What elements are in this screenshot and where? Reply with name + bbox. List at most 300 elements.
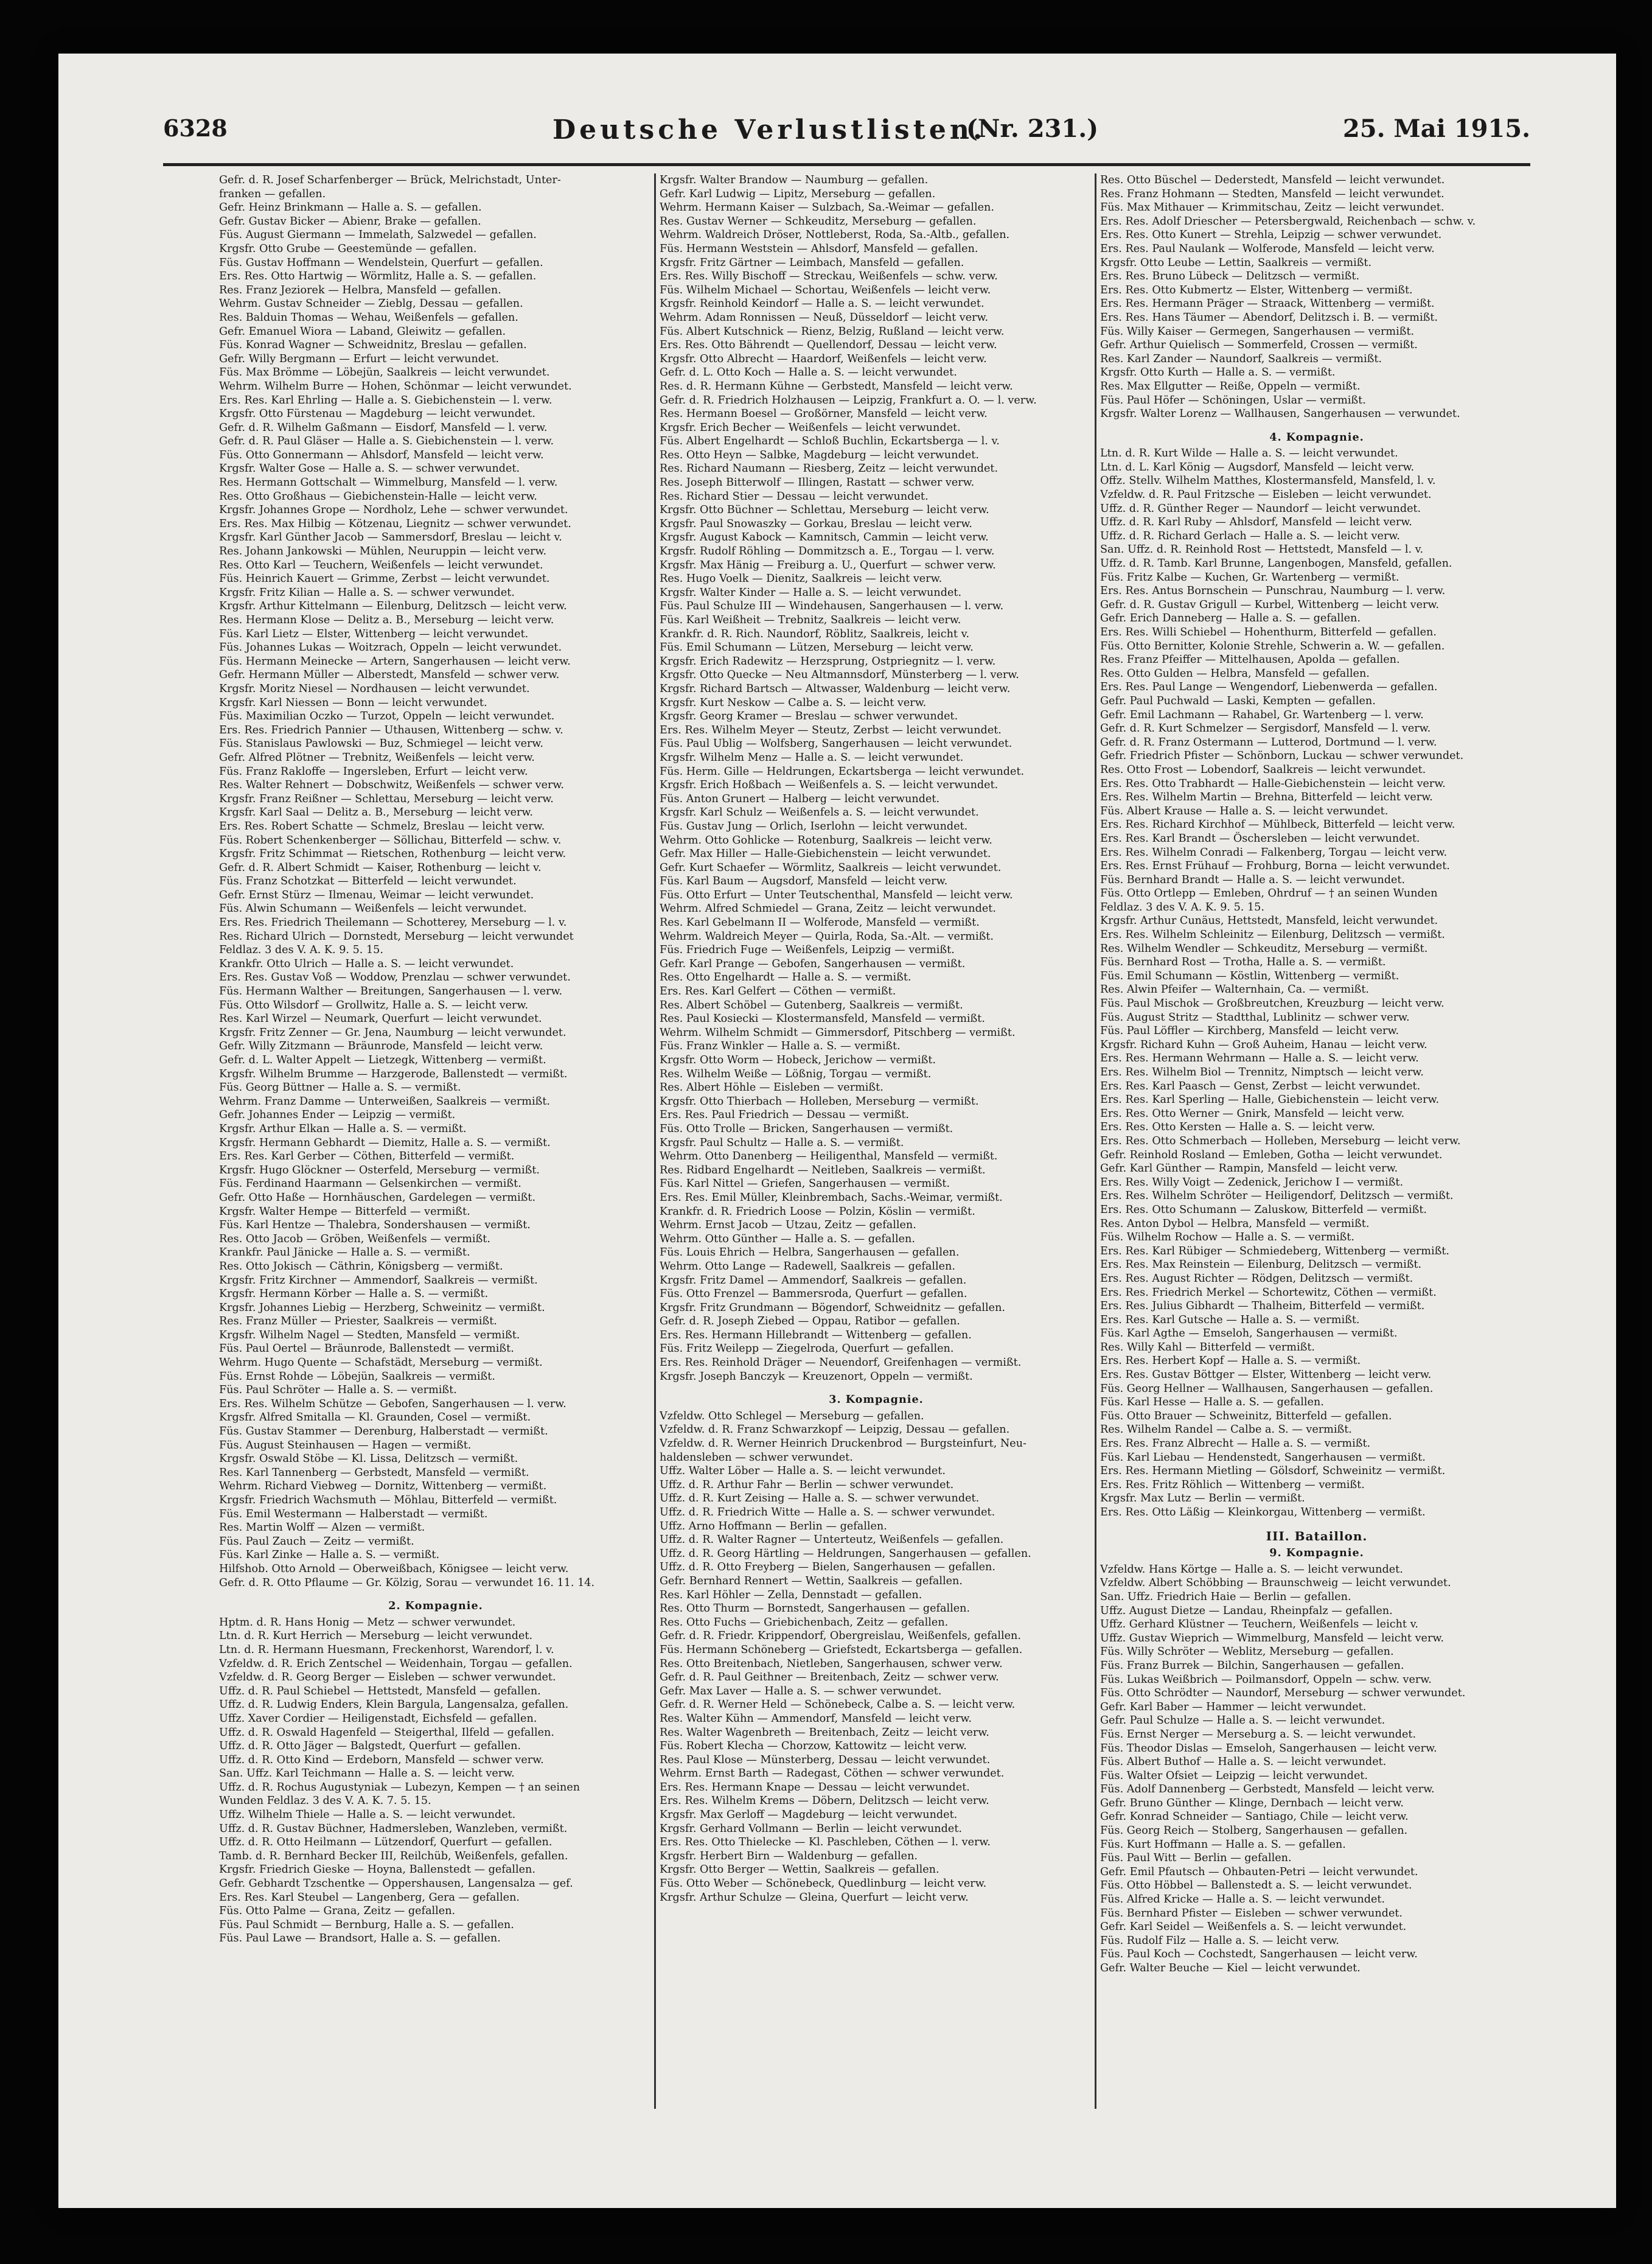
casualty-entry: Vzfeldw. d. R. Franz Schwarzkopf — Leipzig, Dessau — gefallen. (660, 1424, 1010, 1436)
casualty-entry: Krgsfr. Otto Grube — Geestemünde — gefallen. (219, 242, 477, 255)
casualty-entry: Wehrm. Gustav Schneider — Zieblg, Dessau — gefallen. (219, 298, 523, 310)
casualty-entry: Füs. Ernst Nerger — Merseburg a. S. — leicht verwundet. (1100, 1728, 1417, 1741)
casualty-entry: Ers. Res. Wilhelm Meyer — Steutz, Zerbst — leicht verwundet. (660, 724, 1002, 736)
casualty-entry: Füs. Otto Brauer — Schweinitz, Bitterfeld — gefallen. (1100, 1410, 1392, 1422)
casualty-entry: Krgsfr. Karl Günther Jacob — Sammersdorf, Breslau — leicht v. (219, 531, 562, 544)
casualty-entry: Uffz. Gustav Wieprich — Wimmelburg, Mansfeld — leicht verw. (1100, 1632, 1444, 1644)
casualty-entry: Res. Joseph Bitterwolf — Illingen, Rastatt — schwer verw. (660, 477, 975, 489)
casualty-entry: Wehrm. Ernst Jacob — Utzau, Zeitz — gefallen. (660, 1219, 916, 1232)
casualty-entry: Füs. Otto Bernitter, Kolonie Strehle, Schwerin a. W. — gefallen. (1100, 640, 1445, 652)
casualty-entry: Krgsfr. Karl Niessen — Bonn — leicht verwundet. (219, 696, 487, 709)
casualty-entry: Res. Hugo Voelk — Dienitz, Saalkreis — leicht verw. (660, 573, 943, 585)
casualty-entry: Ers. Res. Wilhelm Krems — Döbern, Delitzsch — leicht verw. (660, 1795, 989, 1808)
casualty-entry: Uffz. d. R. Otto Jäger — Balgstedt, Querfurt — gefallen. (219, 1740, 521, 1753)
casualty-entry: Krankfr. Paul Jänicke — Halle a. S. — vermißt. (219, 1246, 470, 1259)
casualty-entry: Hilfshob. Otto Arnold — Oberweißbach, Königsee — leicht verw. (219, 1562, 569, 1575)
casualty-entry: Res. Otto Frost — Lobendorf, Saalkreis — leicht verwundet. (1100, 763, 1426, 776)
casualty-entry: Wehrm. Otto Danenberg — Heiligenthal, Mansfeld — vermißt. (660, 1150, 998, 1163)
casualty-entry: Krgsfr. Arthur Kittelmann — Eilenburg, Delitzsch — leicht verw. (219, 600, 567, 613)
casualty-entry: Füs. Hermann Meinecke — Artern, Sangerhausen — leicht verw. (219, 655, 571, 668)
casualty-entry: Füs. Karl Nittel — Griefen, Sangerhausen — vermißt. (660, 1178, 950, 1190)
casualty-entry: Ers. Res. Karl Gerber — Cöthen, Bitterfeld — vermißt. (219, 1150, 515, 1163)
casualty-entry: Krgsfr. Friedrich Gieske — Hoyna, Ballenstedt — gefallen. (219, 1864, 535, 1876)
casualty-entry: Füs. Karl Baum — Augsdorf, Mansfeld — leicht verw. (660, 875, 948, 888)
casualty-entry: Krankfr. d. R. Friedrich Loose — Polzin, Köslin — vermißt. (660, 1205, 975, 1218)
casualty-entry: Offz. Stellv. Wilhelm Matthes, Klostermansfeld, Mansfeld, l. v. (1100, 475, 1436, 487)
casualty-entry: Res. Karl Gebelmann II — Wolferode, Mansfeld — vermißt. (660, 917, 980, 929)
casualty-entry: Gefr. d. R. Paul Gläser — Halle a. S. Giebichenstein — l. verw. (219, 435, 554, 448)
casualty-entry: Ers. Res. Wilhelm Martin — Brehna, Bitterfeld — leicht verw. (1100, 791, 1433, 804)
casualty-entry: Krgsfr. Reinhold Keindorf — Halle a. S. — leicht verwundet. (660, 298, 985, 310)
casualty-entry: Krgsfr. Max Lutz — Berlin — vermißt. (1100, 1492, 1305, 1505)
casualty-entry: Gefr. d. R. Joseph Ziebed — Oppau, Ratibor — gefallen. (660, 1315, 960, 1328)
casualty-entry: Hptm. d. R. Hans Honig — Metz — schwer verwundet. (219, 1616, 516, 1629)
spacer (219, 1590, 652, 1596)
casualty-entry: Krgsfr. Wilhelm Menz — Halle a. S. — leicht verwundet. (660, 751, 964, 764)
casualty-entry: Uffz. d. R. Paul Schiebel — Hettstedt, Mansfeld — gefallen. (219, 1685, 541, 1697)
casualty-entry: Ers. Res. Willy Voigt — Zedenick, Jerichow I — vermißt. (1100, 1176, 1404, 1189)
casualty-entry: Füs. Franz Rakloffe — Ingersleben, Erfurt — leicht verw. (219, 765, 528, 778)
casualty-entry: Vzfeldw. Otto Schlegel — Merseburg — gefallen. (660, 1410, 924, 1422)
casualty-entry: Füs. Paul Koch — Cochstedt, Sangerhausen — leicht verw. (1100, 1948, 1418, 1961)
casualty-entry: Gefr. Kurt Schaefer — Wörmlitz, Saalkreis — leicht verwundet. (660, 861, 1002, 874)
casualty-entry: Uffz. Gerhard Klüstner — Teuchern, Weißenfels — leicht v. (1100, 1618, 1419, 1631)
casualty-entry: Gefr. d. R. Wilhelm Gaßmann — Eisdorf, Mansfeld — l. verw. (219, 421, 548, 434)
casualty-entry: Krgsfr. Richard Kuhn — Groß Auheim, Hanau — leicht verw. (1100, 1038, 1427, 1051)
casualty-entry: Füs. Otto Frenzel — Bammersroda, Querfurt — gefallen. (660, 1288, 967, 1301)
casualty-entry: Gefr. Gustav Bicker — Abienr, Brake — gefallen. (219, 215, 481, 228)
casualty-entry: Gefr. d. L. Otto Koch — Halle a. S. — leicht verwundet. (660, 366, 957, 379)
casualty-entry: Ers. Res. Reinhold Dräger — Neuendorf, Greifenhagen — vermißt. (660, 1357, 1022, 1369)
casualty-entry: Uffz. Arno Hoffmann — Berlin — gefallen. (660, 1520, 887, 1532)
casualty-entry: Krgsfr. Joseph Banczyk — Kreuzenort, Oppeln — vermißt. (660, 1370, 973, 1383)
casualty-entry: Füs. Albert Engelhardt — Schloß Buchlin, Eckartsberga — l. v. (660, 435, 1000, 448)
casualty-entry: Füs. Hermann Schöneberg — Griefstedt, Eckartsberga — gefallen. (660, 1643, 1023, 1656)
casualty-entry: Krgsfr. Fritz Grundmann — Bögendorf, Schweidnitz — gefallen. (660, 1301, 1005, 1314)
section-heading: 3. Kompagnie. (829, 1393, 924, 1406)
casualty-entry: Res. Richard Naumann — Riesberg, Zeitz — leicht verwundet. (660, 463, 999, 475)
casualty-entry: Füs. Emil Westermann — Halberstadt — vermißt. (219, 1508, 488, 1520)
casualty-entry: Füs. Wilhelm Rochow — Halle a. S. — vermißt. (1100, 1231, 1354, 1244)
casualty-entry: Res. Anton Dybol — Helbra, Mansfeld — vermißt. (1100, 1217, 1370, 1230)
casualty-entry: Gefr. Arthur Quielisch — Sommerfeld, Crossen — vermißt. (1100, 339, 1418, 352)
casualty-entry: Res. Otto Karl — Teuchern, Weißenfels — leicht verwundet. (219, 559, 543, 571)
casualty-entry: Ers. Res. Otto Thielecke — Kl. Paschleben, Cöthen — l. verw. (660, 1836, 991, 1849)
casualty-entry: Ers. Res. Otto Läßig — Kleinkorgau, Wittenberg — vermißt. (1100, 1506, 1426, 1518)
casualty-entry: haldensleben — schwer verwundet. (660, 1451, 853, 1464)
casualty-entry: Krgsfr. Paul Snowaszky — Gorkau, Breslau — leicht verw. (660, 517, 972, 530)
casualty-entry: Res. Walter Kühn — Ammendorf, Mansfeld — leicht verw. (660, 1712, 972, 1725)
casualty-entry: Füs. Bernhard Pfister — Eisleben — schwer verwundet. (1100, 1907, 1403, 1920)
casualty-entry: Krgsfr. Fritz Kirchner — Ammendorf, Saalkreis — vermißt. (219, 1274, 538, 1287)
casualty-entry: Füs. Paul Schulze III — Windehausen, Sangerhausen — l. verw. (660, 600, 1004, 613)
casualty-entry: Wehrm. Wilhelm Burre — Hohen, Schönmar — leicht verwundet. (219, 380, 572, 393)
casualty-entry: Füs. Bernhard Rost — Trotha, Halle a. S. — vermißt. (1100, 956, 1386, 969)
casualty-entry: Krgsfr. Georg Kramer — Breslau — schwer verwundet. (660, 710, 958, 723)
casualty-entry: Füs. Franz Schotzkat — Bitterfeld — leicht verwundet. (219, 875, 517, 888)
casualty-entry: Ers. Res. Wilhelm Schleinitz — Eilenburg, Delitzsch — vermißt. (1100, 929, 1445, 942)
casualty-entry: Ers. Res. Willi Schiebel — Hohenthurm, Bitterfeld — gefallen. (1100, 626, 1437, 638)
casualty-entry: Uffz. Walter Löber — Halle a. S. — leicht verwundet. (660, 1465, 946, 1478)
casualty-entry: Krgsfr. Walter Brandow — Naumburg — gefallen. (660, 174, 929, 186)
casualty-entry: Krgsfr. Hugo Glöckner — Osterfeld, Merseburg — vermißt. (219, 1164, 540, 1176)
casualty-entry: Wehrm. Richard Viebweg — Dornitz, Wittenberg — vermißt. (219, 1480, 547, 1493)
casualty-entry: Krgsfr. Hermann Körber — Halle a. S. — vermißt. (219, 1288, 489, 1301)
casualty-entry: Ers. Res. Karl Sperling — Halle, Giebichenstein — leicht verw. (1100, 1094, 1440, 1106)
casualty-entry: Füs. August Steinhausen — Hagen — vermißt. (219, 1439, 472, 1452)
casualty-entry: Gefr. Heinz Brinkmann — Halle a. S. — gefallen. (219, 201, 482, 214)
spacer (1100, 1520, 1533, 1526)
casualty-entry: Gefr. Ernst Stürz — Ilmenau, Weimar — leicht verwundet. (219, 889, 534, 901)
casualty-entry: Gefr. d. R. Josef Scharfenberger — Brück, Melrichstadt, Unter- (219, 174, 561, 186)
casualty-entry: Uffz. d. R. Rochus Augustyniak — Lubezyn, Kempen — † an seinen (219, 1781, 580, 1794)
casualty-entry: Wehrm. Waldreich Meyer — Quirla, Roda, Sa.-Alt. — vermißt. (660, 930, 994, 943)
casualty-entry: Vzfeldw. Hans Körtge — Halle a. S. — leicht verwundet. (1100, 1563, 1403, 1576)
casualty-entry: Vzfeldw. Albert Schöbbing — Braunschweig — leicht verwundet. (1100, 1577, 1451, 1590)
casualty-entry: Ers. Res. Otto Kunert — Strehla, Leipzig — schwer verwundet. (1100, 229, 1442, 242)
casualty-entry: Gefr. Bernhard Rennert — Wettin, Saalkreis — gefallen. (660, 1574, 963, 1587)
casualty-entry: Füs. Fritz Weilepp — Ziegelroda, Querfurt — gefallen. (660, 1343, 954, 1355)
casualty-entry: Füs. Gustav Hoffmann — Wendelstein, Querfurt — gefallen. (219, 256, 543, 269)
casualty-entry: Füs. Paul Witt — Berlin — gefallen. (1100, 1852, 1292, 1865)
casualty-entry: Krgsfr. Walter Lorenz — Wallhausen, Sangerhausen — verwundet. (1100, 408, 1460, 421)
casualty-entry: Gefr. Friedrich Pfister — Schönborn, Luckau — schwer verwundet. (1100, 750, 1464, 763)
casualty-entry: Res. Johann Jankowski — Mühlen, Neuruppin — leicht verw. (219, 545, 547, 558)
casualty-entry: Gefr. Johannes Ender — Leipzig — vermißt. (219, 1109, 456, 1122)
casualty-entry: Uffz. d. R. Otto Heilmann — Lützendorf, Querfurt — gefallen. (219, 1836, 552, 1849)
casualty-entry: Füs. Paul Lawe — Brandsort, Halle a. S. — gefallen. (219, 1932, 501, 1945)
casualty-entry: Krgsfr. Arthur Cunäus, Hettstedt, Mansfeld, leicht verwundet. (1100, 915, 1438, 928)
casualty-entry: Res. Otto Engelhardt — Halle a. S. — vermißt. (660, 971, 911, 984)
casualty-entry: Gefr. Gebhardt Tzschentke — Oppershausen, Langensalza — gef. (219, 1878, 573, 1890)
spacer (660, 1383, 1093, 1389)
casualty-entry: Res. Willy Kahl — Bitterfeld — vermißt. (1100, 1341, 1316, 1354)
casualty-entry: Res. Walter Rehnert — Dobschwitz, Weißenfels — schwer verw. (219, 779, 564, 792)
casualty-entry: Res. Franz Müller — Priester, Saalkreis — vermißt. (219, 1315, 497, 1328)
casualty-entry: Gefr. Willy Bergmann — Erfurt — leicht verwundet. (219, 352, 500, 365)
casualty-entry: Krgsfr. Karl Schulz — Weißenfels a. S. — leicht verwundet. (660, 806, 979, 819)
casualty-entry: Gefr. d. R. Gustav Grigull — Kurbel, Wittenberg — leicht verw. (1100, 598, 1439, 611)
casualty-entry: Füs. Georg Büttner — Halle a. S. — vermißt. (219, 1081, 461, 1094)
casualty-entry: Krgsfr. Johannes Grope — Nordholz, Lehe — schwer verwundet. (219, 504, 568, 517)
casualty-entry: Res. Otto Heyn — Salbke, Magdeburg — leicht verwundet. (660, 449, 979, 461)
casualty-entry: Ltn. d. R. Hermann Huesmann, Freckenhorst, Warendorf, l. v. (219, 1643, 554, 1656)
casualty-entry: Res. Walter Wagenbreth — Breitenbach, Zeitz — leicht verw. (660, 1726, 989, 1739)
casualty-entry: Krgsfr. Walter Hempe — Bitterfeld — vermißt. (219, 1205, 470, 1218)
casualty-entry: Füs. Hermann Walther — Breitungen, Sangerhausen — l. verw. (219, 985, 563, 998)
casualty-entry: Füs. Karl Hesse — Halle a. S. — gefallen. (1100, 1396, 1324, 1409)
casualty-entry: Ers. Res. Wilhelm Biol — Trennitz, Nimptsch — leicht verw. (1100, 1066, 1424, 1078)
casualty-entry: Füs. Robert Klecha — Chorzow, Kattowitz — leicht verw. (660, 1740, 967, 1753)
casualty-entry: Krgsfr. Friedrich Wachsmuth — Möhlau, Bitterfeld — vermißt. (219, 1494, 557, 1506)
casualty-entry: Ers. Res. Julius Gibhardt — Thalheim, Bitterfeld — vermißt. (1100, 1300, 1425, 1313)
casualty-entry: Gefr. Emil Pfautsch — Ohbauten-Petri — leicht verwundet. (1100, 1865, 1418, 1878)
casualty-entry: Füs. Otto Erfurt — Unter Teutschenthal, Mansfeld — leicht verw. (660, 889, 1013, 901)
casualty-entry: Gefr. d. L. Walter Appelt — Lietzegk, Wittenberg — vermißt. (219, 1054, 546, 1066)
casualty-entry: Gefr. Karl Seidel — Weißenfels a. S. — leicht verwundet. (1100, 1921, 1407, 1934)
casualty-entry: Uffz. d. R. Gustav Büchner, Hadmersleben, Wanzleben, vermißt. (219, 1822, 568, 1835)
casualty-entry: Res. Franz Jeziorek — Helbra, Mansfeld — gefallen. (219, 284, 501, 296)
casualty-entry: Krgsfr. August Kabock — Kamnitsch, Cammin — leicht verw. (660, 531, 989, 544)
casualty-entry: Ers. Res. Otto Bährendt — Quellendorf, Dessau — leicht verw. (660, 339, 997, 352)
casualty-entry: Krgsfr. Richard Bartsch — Altwasser, Waldenburg — leicht verw. (660, 682, 1011, 695)
casualty-entry: Füs. Friedrich Fuge — Weißenfels, Leipzig — vermißt. (660, 944, 955, 957)
casualty-entry: Wehrm. Ernst Barth — Radegast, Cöthen — schwer verwundet. (660, 1767, 1005, 1780)
casualty-entry: Krgsfr. Otto Fürstenau — Magdeburg — leicht verwundet. (219, 408, 535, 421)
casualty-entry: Füs. Stanislaus Pawlowski — Buz, Schmiegel — leicht verw. (219, 738, 543, 750)
casualty-entry: Ltn. d. R. Kurt Wilde — Halle a. S. — leicht verwundet. (1100, 447, 1398, 460)
casualty-entry: Res. Karl Zander — Naundorf, Saalkreis — vermißt. (1100, 352, 1382, 365)
casualty-entry: Wehrm. Waldreich Dröser, Nottleberst, Roda, Sa.-Altb., gefallen. (660, 229, 1010, 242)
casualty-entry: Uffz. d. R. Tamb. Karl Brunne, Langenbogen, Mansfeld, gefallen. (1100, 557, 1452, 570)
casualty-entry: Ers. Res. Karl Paasch — Genst, Zerbst — leicht verwundet. (1100, 1080, 1421, 1092)
casualty-entry: Res. Wilhelm Weiße — Lößnig, Torgau — vermißt. (660, 1067, 932, 1080)
casualty-entry: Füs. Paul Schmidt — Bernburg, Halle a. S. — gefallen. (219, 1918, 514, 1931)
casualty-entry: Ers. Res. Robert Schatte — Schmelz, Breslau — leicht verw. (219, 820, 545, 833)
casualty-entry: Res. Karl Tannenberg — Gerbstedt, Mansfeld — vermißt. (219, 1466, 529, 1479)
casualty-entry: Ers. Res. Fritz Röhlich — Wittenberg — vermißt. (1100, 1478, 1365, 1491)
casualty-entry: Füs. Paul Mischok — Großbreutchen, Kreuzburg — leicht verw. (1100, 997, 1445, 1010)
casualty-entry: San. Uffz. d. R. Reinhold Rost — Hettstedt, Mansfeld — l. v. (1100, 543, 1424, 556)
casualty-entry: Res. Alwin Pfeifer — Walternhain, Ca. — vermißt. (1100, 984, 1369, 996)
section-heading: III. Bataillon. (1266, 1528, 1368, 1543)
casualty-entry: Füs. Georg Reich — Stolberg, Sangerhausen — gefallen. (1100, 1825, 1408, 1837)
casualty-entry: Gefr. d. R. Kurt Schmelzer — Sergisdorf, Mansfeld — l. verw. (1100, 722, 1431, 735)
casualty-entry: Krgsfr. Otto Berger — Wettin, Saalkreis — gefallen. (660, 1864, 939, 1876)
casualty-entry: Ers. Res. Friedrich Theilemann — Schotterey, Merseburg — l. v. (219, 917, 567, 929)
casualty-entry: Ers. Res. Hans Täumer — Abendorf, Delitzsch i. B. — vermißt. (1100, 311, 1438, 324)
casualty-entry: Krgsfr. Otto Quecke — Neu Altmannsdorf, Münsterberg — l. verw. (660, 669, 1019, 682)
casualty-entry: Füs. Kurt Hoffmann — Halle a. S. — gefallen. (1100, 1838, 1346, 1851)
casualty-entry: franken — gefallen. (219, 187, 326, 200)
casualty-entry: Füs. Karl Liebau — Hendenstedt, Sangerhausen — vermißt. (1100, 1451, 1426, 1464)
casualty-entry: Res. Karl Wirzel — Neumark, Querfurt — leicht verwundet. (219, 1013, 542, 1025)
casualty-entry: Vzfeldw. d. R. Erich Zentschel — Weidenhain, Torgau — gefallen. (219, 1657, 573, 1670)
casualty-entry: Füs. Paul Zauch — Zeitz — vermißt. (219, 1535, 414, 1548)
casualty-entry: Res. Richard Stier — Dessau — leicht verwundet. (660, 490, 929, 503)
casualty-entry: Krgsfr. Otto Albrecht — Haardorf, Weißenfels — leicht verw. (660, 352, 987, 365)
page-header (163, 114, 1530, 159)
casualty-entry: Ers. Res. Otto Kersten — Halle a. S. — leicht verw. (1100, 1121, 1375, 1134)
casualty-entry: Krgsfr. Fritz Gärtner — Leimbach, Mansfeld — gefallen. (660, 256, 964, 269)
casualty-entry: Wehrm. Hugo Quente — Schafstädt, Merseburg — vermißt. (219, 1357, 543, 1369)
casualty-entry: Res. Otto Jokisch — Cäthrin, Königsberg — vermißt. (219, 1260, 503, 1273)
casualty-entry: Gefr. Reinhold Rosland — Emleben, Gotha — leicht verwundet. (1100, 1148, 1443, 1161)
casualty-entry: Ers. Res. Hermann Knape — Dessau — leicht verwundet. (660, 1781, 970, 1794)
casualty-entry: Ers. Res. Paul Lange — Wengendorf, Liebenwerda — gefallen. (1100, 681, 1438, 694)
casualty-entry: Füs. Bernhard Brandt — Halle a. S. — leicht verwundet. (1100, 873, 1406, 886)
casualty-entry: Krgsfr. Otto Worm — Hobeck, Jerichow — vermißt. (660, 1054, 936, 1066)
casualty-entry: Füs. Johannes Lukas — Woitzrach, Oppeln — leicht verwundet. (219, 641, 562, 654)
casualty-entry: Gefr. d. R. Friedr. Krippendorf, Obergreislau, Weißenfels, gefallen. (660, 1630, 1021, 1643)
casualty-entry: Ers. Res. Gustav Böttger — Elster, Wittenberg — leicht verw. (1100, 1369, 1432, 1382)
casualty-entry: Gefr. d. R. Friedrich Holzhausen — Leipzig, Frankfurt a. O. — l. verw. (660, 394, 1037, 407)
text-column-1 (219, 173, 652, 2109)
casualty-entry: Füs. Ernst Rohde — Löbejün, Saalkreis — vermißt. (219, 1370, 495, 1383)
casualty-entry: Füs. Maximilian Oczko — Turzot, Oppeln — leicht verwundet. (219, 710, 555, 723)
casualty-entry: Res. Albert Schöbel — Gutenberg, Saalkreis — vermißt. (660, 999, 963, 1011)
casualty-entry: Res. Franz Hohmann — Stedten, Mansfeld — leicht verwundet. (1100, 187, 1445, 200)
casualty-entry: Ers. Res. Wilhelm Schröter — Heiligendorf, Delitzsch — vermißt. (1100, 1190, 1454, 1203)
casualty-entry: Krankfr. d. R. Rich. Naundorf, Röblitz, Saalkreis, leicht v. (660, 627, 970, 640)
casualty-entry: Res. d. R. Hermann Kühne — Gerbstedt, Mansfeld — leicht verw. (660, 380, 1013, 393)
casualty-entry: Krgsfr. Arthur Elkan — Halle a. S. — vermißt. (219, 1122, 467, 1135)
casualty-entry: Krgsfr. Otto Thierbach — Holleben, Merseburg — vermißt. (660, 1095, 979, 1108)
casualty-entry: Krgsfr. Otto Leube — Lettin, Saalkreis — vermißt. (1100, 256, 1372, 269)
casualty-entry: Füs. Robert Schenkenberger — Söllichau, Bitterfeld — schw. v. (219, 834, 562, 847)
casualty-entry: Ers. Res. Max Hilbig — Kötzenau, Liegnitz — schwer verwundet. (219, 517, 571, 530)
casualty-entry: Krgsfr. Fritz Damel — Ammendorf, Saalkreis — gefallen. (660, 1274, 967, 1287)
casualty-entry: Ers. Res. Karl Rübiger — Schmiedeberg, Wittenberg — vermißt. (1100, 1245, 1449, 1257)
casualty-entry: Gefr. Max Hiller — Halle-Giebichenstein — leicht verwundet. (660, 848, 991, 861)
casualty-entry: Füs. Karl Hentze — Thalebra, Sondershausen — vermißt. (219, 1219, 531, 1232)
casualty-entry: Füs. Albert Krause — Halle a. S. — leicht verwundet. (1100, 805, 1389, 817)
casualty-entry: Krgsfr. Fritz Kilian — Halle a. S. — schwer verwundet. (219, 586, 515, 599)
casualty-entry: Füs. Max Mithauer — Krimmitschau, Zeitz — leicht verwundet. (1100, 201, 1445, 214)
casualty-entry: Füs. Franz Burrek — Bilchin, Sangerhausen — gefallen. (1100, 1659, 1404, 1672)
casualty-entry: Ers. Res. Franz Albrecht — Halle a. S. — vermißt. (1100, 1438, 1371, 1450)
casualty-entry: Res. Otto Büschel — Dederstedt, Mansfeld — leicht verwundet. (1100, 174, 1445, 186)
casualty-entry: Gefr. d. R. Franz Ostermann — Lutterod, Dortmund — l. verw. (1100, 736, 1437, 749)
casualty-entry: Gefr. Karl Baber — Hammer — leicht verwundet. (1100, 1700, 1367, 1713)
casualty-entry: Füs. Walter Ofsiet — Leipzig — leicht verwundet. (1100, 1769, 1368, 1782)
casualty-entry: Füs. Georg Hellner — Wallhausen, Sangerhausen — gefallen. (1100, 1382, 1434, 1395)
casualty-entry: Wehrm. Adam Ronnissen — Neuß, Düsseldorf — leicht verw. (660, 311, 989, 324)
casualty-entry: Gefr. Otto Haße — Hornhäuschen, Gardelegen — vermißt. (219, 1191, 536, 1204)
casualty-entry: Uffz. d. R. Friedrich Witte — Halle a. S. — schwer verwundet. (660, 1506, 995, 1518)
casualty-entry: Ers. Res. Ernst Frühauf — Frohburg, Borna — leicht verwundet. (1100, 860, 1450, 873)
casualty-entry: Füs. Emil Schumann — Lützen, Merseburg — leicht verw. (660, 641, 974, 654)
casualty-entry: Uffz. Wilhelm Thiele — Halle a. S. — leicht verwundet. (219, 1809, 516, 1822)
casualty-entry: Wehrm. Otto Günther — Halle a. S. — gefallen. (660, 1232, 915, 1245)
casualty-entry: Krankfr. Otto Ulrich — Halle a. S. — leicht verwundet. (219, 957, 514, 970)
casualty-entry: Res. Otto Gulden — Helbra, Mansfeld — gefallen. (1100, 667, 1370, 680)
casualty-entry: Res. Balduin Thomas — Wehau, Weißenfels — gefallen. (219, 311, 518, 324)
casualty-entry: Gefr. d. R. Albert Schmidt — Kaiser, Rothenburg — leicht v. (219, 861, 542, 874)
casualty-entry: Füs. Emil Schumann — Köstlin, Wittenberg — vermißt. (1100, 970, 1399, 982)
casualty-entry: Ers. Res. Emil Müller, Kleinbrembach, Sachs.-Weimar, vermißt. (660, 1191, 1003, 1204)
casualty-entry: Füs. Gustav Stammer — Derenburg, Halberstadt — vermißt. (219, 1425, 548, 1438)
casualty-entry: Füs. Albert Buthof — Halle a. S. — leicht verwundet. (1100, 1756, 1387, 1769)
casualty-entry: Feldlaz. 3 des V. A. K. 9. 5. 15. (219, 944, 383, 957)
casualty-entry: Füs. Karl Agthe — Emseloh, Sangerhausen — vermißt. (1100, 1327, 1398, 1340)
casualty-entry: Ers. Res. Karl Brandt — Öschersleben — leicht verwundet. (1100, 832, 1420, 845)
casualty-entry: Gefr. Konrad Schneider — Santiago, Chile — leicht verw. (1100, 1811, 1409, 1823)
casualty-entry: San. Uffz. Friedrich Haie — Berlin — gefallen. (1100, 1590, 1351, 1603)
casualty-entry: Füs. Otto Palme — Grana, Zeitz — gefallen. (219, 1905, 456, 1918)
casualty-entry: Ers. Res. Wilhelm Schütze — Gebofen, Sangerhausen — l. verw. (219, 1397, 566, 1410)
casualty-entry: Krgsfr. Fritz Schimmat — Rietschen, Rothenburg — leicht verw. (219, 848, 566, 861)
casualty-entry: Füs. Otto Gonnermann — Ahlsdorf, Mansfeld — leicht verw. (219, 449, 544, 461)
casualty-entry: Krgsfr. Fritz Zenner — Gr. Jena, Naumburg — leicht verwundet. (219, 1026, 566, 1039)
casualty-entry: Krgsfr. Wilhelm Nagel — Stedten, Mansfeld — vermißt. (219, 1329, 520, 1341)
casualty-entry: Wunden Feldlaz. 3 des V. A. K. 7. 5. 15. (219, 1795, 431, 1808)
casualty-entry: Krgsfr. Walter Gose — Halle a. S. — schwer verwundet. (219, 463, 520, 475)
casualty-entry: Ers. Res. Karl Steubel — Langenberg, Gera — gefallen. (219, 1891, 520, 1904)
casualty-entry: Ers. Res. Friedrich Pannier — Uthausen, Wittenberg — schw. v. (219, 724, 563, 736)
casualty-entry: Ers. Res. Karl Gelfert — Cöthen — vermißt. (660, 985, 896, 998)
casualty-entry: Gefr. d. R. Otto Pflaume — Gr. Kölzig, Sorau — verwundet 16. 11. 14. (219, 1576, 595, 1589)
casualty-entry: Krgsfr. Otto Büchner — Schlettau, Merseburg — leicht verw. (660, 504, 989, 517)
casualty-entry: Res. Ridbard Engelhardt — Neitleben, Saalkreis — vermißt. (660, 1164, 986, 1176)
casualty-entry: Ers. Res. Hermann Präger — Straack, Wittenberg — vermißt. (1100, 298, 1435, 310)
casualty-entry: Ers. Res. Bruno Lübeck — Delitzsch — vermißt. (1100, 270, 1360, 283)
casualty-entry: Krgsfr. Max Gerloff — Magdeburg — leicht verwundet. (660, 1809, 958, 1822)
casualty-entry: Res. Hermann Gottschalt — Wimmelburg, Mansfeld — l. verw. (219, 477, 558, 489)
casualty-entry: Res. Wilhelm Wendler — Schkeuditz, Merseburg — vermißt. (1100, 942, 1428, 955)
spacer (1100, 421, 1533, 427)
casualty-entry: Gefr. Walter Beuche — Kiel — leicht verwundet. (1100, 1962, 1361, 1974)
publication-title: Deutsche Verlustlisten. (552, 114, 986, 145)
casualty-entry: Ltn. d. L. Karl König — Augsdorf, Mansfeld — leicht verw. (1100, 461, 1415, 473)
casualty-entry: Res. Hermann Klose — Delitz a. B., Merseburg — leicht verw. (219, 614, 554, 626)
casualty-entry: Ers. Res. Adolf Driescher — Petersbergwald, Reichenbach — schw. v. (1100, 215, 1476, 228)
casualty-entry: Krgsfr. Erich Hoßbach — Weißenfels a. S. — leicht verwundet. (660, 779, 999, 792)
casualty-entry: Ers. Res. Otto Schmerbach — Holleben, Merseburg — leicht verw. (1100, 1134, 1461, 1147)
casualty-entry: Gefr. d. R. Werner Held — Schönebeck, Calbe a. S. — leicht verw. (660, 1699, 1016, 1711)
casualty-entry: Füs. Hermann Weststein — Ahlsdorf, Mansfeld — gefallen. (660, 242, 978, 255)
casualty-entry: Res. Otto Fuchs — Griebichenbach, Zeitz — gefallen. (660, 1616, 949, 1629)
casualty-entry: Krgsfr. Rudolf Röhling — Dommitzsch a. E., Torgau — l. verw. (660, 545, 995, 558)
casualty-entry: Uffz. d. R. Günther Reger — Naundorf — leicht verwundet. (1100, 502, 1421, 515)
casualty-entry: Gefr. d. R. Paul Geithner — Breitenbach, Zeitz — schwer verw. (660, 1671, 999, 1684)
casualty-entry: Füs. Herm. Gille — Heldrungen, Eckartsberga — leicht verwundet. (660, 765, 1025, 778)
casualty-entry: Ers. Res. Friedrich Merkel — Schortewitz, Cöthen — vermißt. (1100, 1286, 1437, 1299)
casualty-entry: Füs. Heinrich Kauert — Grimme, Zerbst — leicht verwundet. (219, 573, 550, 585)
casualty-entry: Füs. Paul Höfer — Schöningen, Uslar — vermißt. (1100, 394, 1366, 407)
casualty-entry: Gefr. Paul Schulze — Halle a. S. — leicht verwundet. (1100, 1714, 1385, 1727)
casualty-entry: Uffz. d. R. Georg Härtling — Heldrungen, Sangerhausen — gefallen. (660, 1547, 1031, 1560)
casualty-entry: Ers. Res. Otto Trabhardt — Halle-Giebichenstein — leicht verw. (1100, 777, 1446, 790)
casualty-entry: Res. Albert Höhle — Eisleben — vermißt. (660, 1081, 884, 1094)
casualty-entry: Res. Richard Ulrich — Dornstedt, Merseburg — leicht verwundet (219, 930, 574, 943)
casualty-entry: Ers. Res. Hermann Wehrmann — Halle a. S. — leicht verw. (1100, 1052, 1419, 1065)
casualty-entry: Res. Otto Thurm — Bornstedt, Sangerhausen — gefallen. (660, 1602, 971, 1615)
casualty-entry: Krgsfr. Walter Kinder — Halle a. S. — leicht verwundet. (660, 586, 962, 599)
issue-number: (Nr. 231.) (966, 114, 1099, 143)
casualty-entry: Gefr. Alfred Plötner — Trebnitz, Weißenfels — leicht verw. (219, 751, 535, 764)
casualty-entry: Gefr. Hermann Müller — Alberstedt, Mansfeld — schwer verw. (219, 669, 560, 682)
casualty-entry: Ltn. d. R. Kurt Herrich — Merseburg — leicht verwundet. (219, 1630, 533, 1643)
casualty-entry: Vzfeldw. d. R. Werner Heinrich Druckenbrod — Burgsteinfurt, Neu- (660, 1438, 1026, 1450)
casualty-entry: Gefr. Paul Puchwald — Laski, Kempten — gefallen. (1100, 694, 1376, 707)
casualty-entry: Krgsfr. Gerhard Vollmann — Berlin — leicht verwundet. (660, 1822, 962, 1835)
casualty-entry: Wehrm. Otto Lange — Radewell, Saalkreis — gefallen. (660, 1260, 955, 1273)
casualty-entry: Füs. Paul Löffler — Kirchberg, Mansfeld — leicht verw. (1100, 1025, 1399, 1038)
casualty-entry: Ers. Res. Herbert Kopf — Halle a. S. — vermißt. (1100, 1355, 1361, 1368)
casualty-entry: Füs. Otto Trolle — Bricken, Sangerhausen — vermißt. (660, 1122, 953, 1135)
casualty-entry: Füs. Willy Kaiser — Germegen, Sangerhausen — vermißt. (1100, 325, 1415, 338)
casualty-entry: Res. Hermann Boesel — Großörner, Mansfeld — leicht verw. (660, 408, 988, 421)
casualty-entry: Füs. Max Brömme — Löbejün, Saalkreis — leicht verwundet. (219, 366, 550, 379)
casualty-entry: Krgsfr. Otto Kurth — Halle a. S. — vermißt. (1100, 366, 1336, 379)
casualty-entry: Füs. Paul Schröter — Halle a. S. — vermißt. (219, 1384, 457, 1397)
casualty-entry: Uffz. d. R. Ludwig Enders, Klein Bargula, Langensalza, gefallen. (219, 1699, 569, 1711)
casualty-entry: Füs. Franz Winkler — Halle a. S. — vermißt. (660, 1040, 901, 1053)
casualty-entry: Ers. Res. Karl Gutsche — Halle a. S. — vermißt. (1100, 1313, 1360, 1326)
casualty-entry: Füs. Louis Ehrich — Helbra, Sangerhausen — gefallen. (660, 1246, 960, 1259)
casualty-entry: Ers. Res. Otto Werner — Gnirk, Mansfeld — leicht verw. (1100, 1107, 1405, 1120)
casualty-entry: Res. Wilhelm Randel — Calbe a. S. — vermißt. (1100, 1424, 1352, 1436)
casualty-entry: Füs. Otto Weber — Schönebeck, Quedlinburg — leicht verw. (660, 1878, 987, 1890)
casualty-entry: Füs. Gustav Jung — Orlich, Iserlohn — leicht verwundet. (660, 820, 968, 833)
casualty-entry: Gefr. Karl Prange — Gebofen, Sangerhausen — vermißt. (660, 957, 966, 970)
casualty-entry: Füs. Otto Schrödter — Naundorf, Merseburg — schwer verwundet. (1100, 1687, 1466, 1700)
casualty-entry: Uffz. August Dietze — Landau, Rheinpfalz — gefallen. (1100, 1604, 1393, 1617)
casualty-entry: Wehrm. Wilhelm Schmidt — Gimmersdorf, Pitschberg — vermißt. (660, 1026, 1016, 1039)
casualty-entry: Uffz. Xaver Cordier — Heiligenstadt, Eichsfeld — gefallen. (219, 1712, 537, 1725)
casualty-entry: Krgsfr. Hermann Gebhardt — Diemitz, Halle a. S. — vermißt. (219, 1136, 551, 1149)
